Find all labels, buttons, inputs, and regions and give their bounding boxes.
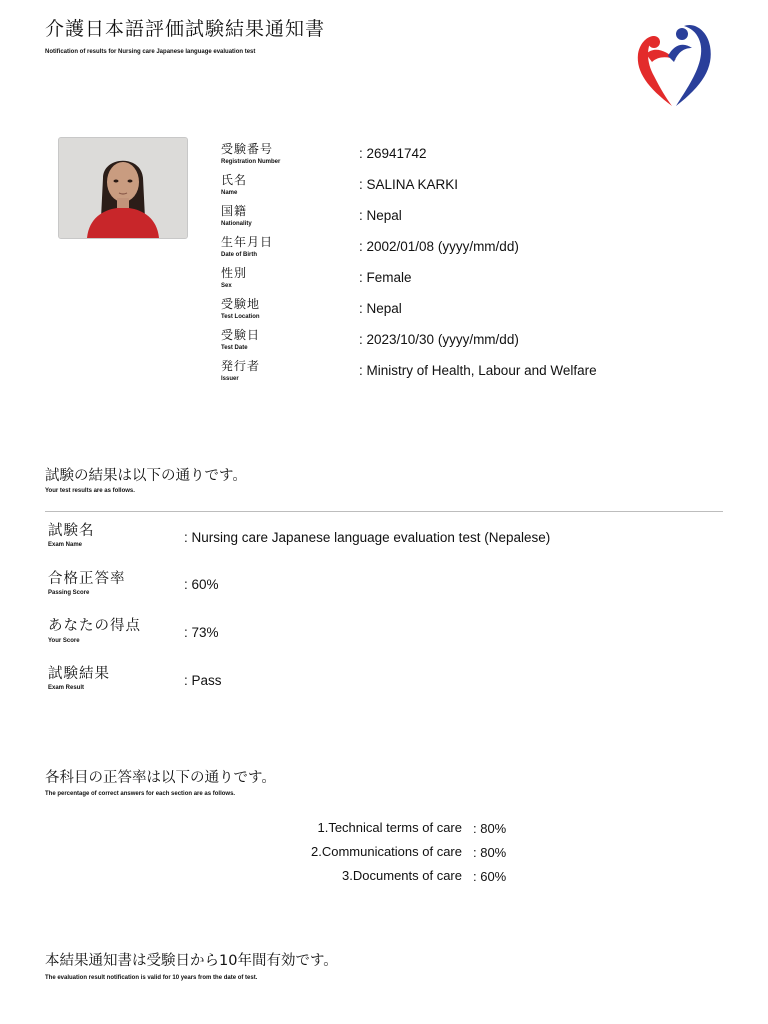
test-location-label-en: Test Location xyxy=(221,314,260,320)
results-heading-en: Your test results are as follows. xyxy=(45,488,135,494)
exam-result-label-en: Exam Result xyxy=(48,685,85,691)
section-documents-value: : 60% xyxy=(473,869,507,884)
candidate-photo xyxy=(58,137,188,239)
nationality-label-en: Nationality xyxy=(221,221,252,227)
exam-name-value: : Nursing care Japanese language evaluation test (Nepalese) xyxy=(184,530,551,545)
section-technical-terms-value: : 80% xyxy=(473,821,507,836)
validity-note-en: The evaluation result notification is valid for 10 years from the date of test. xyxy=(45,975,258,981)
results-heading: 試験の結果は以下の通りです。 xyxy=(45,468,247,484)
date-of-birth-label-en: Date of Birth xyxy=(221,252,257,258)
test-date-value: : 2023/10/30 (yyyy/mm/dd) xyxy=(359,332,519,347)
document-subtitle: Notification of results for Nursing care Japanese language evaluation test xyxy=(45,49,256,55)
name-value: : SALINA KARKI xyxy=(359,177,459,192)
issuer-label: 発行者 xyxy=(221,359,261,373)
test-date-label: 受験日 xyxy=(221,328,261,342)
your-score-value: : 73% xyxy=(184,625,219,640)
date-of-birth-label: 生年月日 xyxy=(221,235,274,249)
test-date-label-en: Test Date xyxy=(221,345,248,351)
validity-note: 本結果通知書は受験日から10年間有効です。 xyxy=(45,953,338,969)
registration-number-label-en: Registration Number xyxy=(221,159,281,165)
ministry-logo-icon xyxy=(632,16,714,110)
issuer-label-en: Issuer xyxy=(221,376,239,382)
section-divider xyxy=(45,511,723,512)
registration-number-label: 受験番号 xyxy=(221,142,274,156)
sex-label-en: Sex xyxy=(221,283,232,289)
test-location-value: : Nepal xyxy=(359,301,402,316)
sex-value: : Female xyxy=(359,270,412,285)
date-of-birth-value: : 2002/01/08 (yyyy/mm/dd) xyxy=(359,239,519,254)
name-label: 氏名 xyxy=(221,173,248,187)
sex-label: 性別 xyxy=(221,266,248,280)
nationality-value: : Nepal xyxy=(359,208,402,223)
document-title: 介護日本語評価試験結果通知書 xyxy=(45,18,326,40)
passing-score-label: 合格正答率 xyxy=(48,571,126,587)
registration-number-value: : 26941742 xyxy=(359,146,427,161)
test-location-label: 受験地 xyxy=(221,297,261,311)
passing-score-label-en: Passing Score xyxy=(48,590,90,596)
exam-result-value: : Pass xyxy=(184,673,222,688)
issuer-value: : Ministry of Health, Labour and Welfare xyxy=(359,363,597,378)
exam-name-label: 試験名 xyxy=(48,523,95,539)
exam-result-label: 試験結果 xyxy=(48,666,110,682)
name-label-en: Name xyxy=(221,190,238,196)
sections-heading: 各科目の正答率は以下の通りです。 xyxy=(45,770,276,786)
section-communications-label: 2.Communications of care xyxy=(310,844,462,859)
passing-score-value: : 60% xyxy=(184,577,219,592)
sections-heading-en: The percentage of correct answers for each section are as follows. xyxy=(45,791,236,797)
exam-name-label-en: Exam Name xyxy=(48,542,83,548)
section-documents-label: 3.Documents of care xyxy=(342,868,462,883)
section-communications-value: : 80% xyxy=(473,845,507,860)
your-score-label-en: Your Score xyxy=(48,638,80,644)
nationality-label: 国籍 xyxy=(221,204,248,218)
your-score-label: あなたの得点 xyxy=(48,618,141,634)
section-technical-terms-label: 1.Technical terms of care xyxy=(317,820,462,835)
